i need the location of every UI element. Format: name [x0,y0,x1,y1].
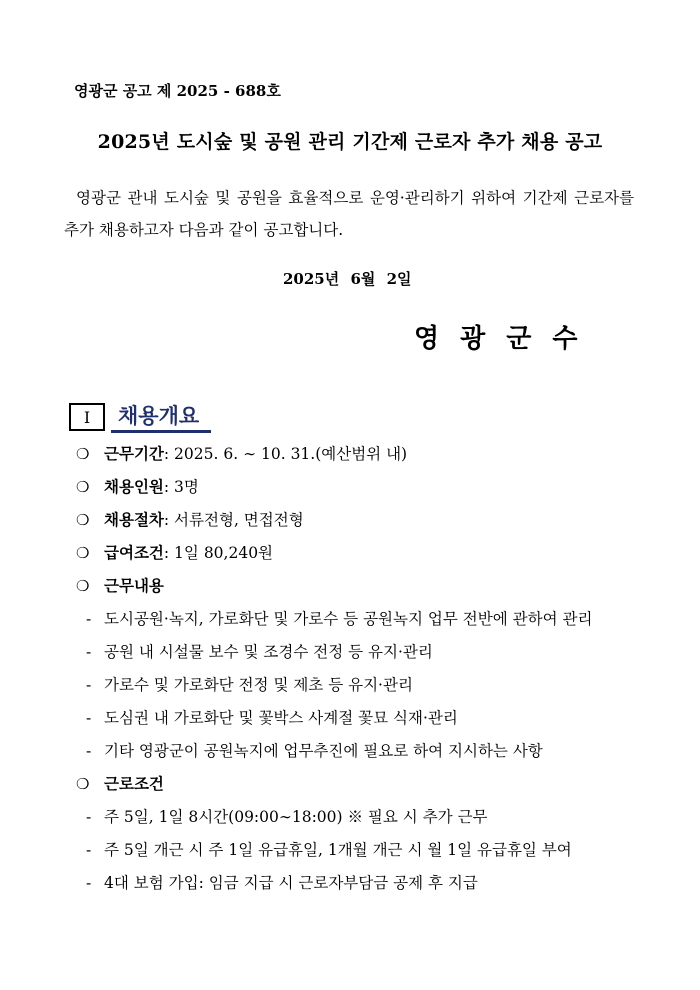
duty-text: 공원 내 시설물 보수 및 조경수 전정 등 유지·관리 [104,643,433,661]
dash-bullet: - [86,841,92,859]
item-label: 급여조건 [104,543,164,562]
document-title: 2025년 도시숲 및 공원 관리 기간제 근로자 추가 채용 공고 [97,131,603,153]
circle-bullet-icon: ❍ [76,775,90,793]
issuer-name: 영광군수 [414,324,599,354]
item-label: 근무기간 [104,444,164,463]
circle-bullet-icon: ❍ [76,511,90,529]
duty-text: 기타 영광군이 공원녹지에 업무추진에 필요로 하여 지시하는 사항 [104,742,543,760]
condition-line [86,805,488,827]
item-value: : 2025. 6. ∼ 10. 31.(예산범위 내) [163,445,408,463]
item-work-period [76,442,407,464]
condition-text: 주 5일, 1일 8시간(09:00∼18:00) ※ 필요 시 추가 근무 [104,808,488,826]
duty-line [86,706,458,728]
duty-text: 도심권 내 가로화단 및 꽃박스 사계절 꽃묘 식재·관리 [104,709,458,727]
section-title: 채용개요 [118,404,200,428]
duty-text: 도시공원·녹지, 가로화단 및 가로수 등 공원녹지 업무 전반에 관하여 관리 [104,610,593,628]
item-label: 근무내용 [104,576,164,595]
condition-line [86,871,478,893]
duty-line [86,640,433,662]
circle-bullet-icon: ❍ [76,544,90,562]
dash-bullet: - [86,709,92,727]
duty-line [86,673,413,695]
item-duties [76,574,164,596]
duty-text: 가로수 및 가로화단 전정 및 제초 등 유지·관리 [104,676,413,694]
notice-number: 영광군 공고 제 2025 - 688호 [74,82,281,100]
item-label: 채용인원 [104,477,164,496]
dash-bullet: - [86,610,92,628]
section-underline [111,430,211,433]
item-value: : 서류전형, 면접전형 [163,511,304,529]
condition-text: 4대 보험 가입: 임금 지급 시 근로자부담금 공제 후 지급 [104,874,478,892]
item-conditions [76,772,164,794]
item-value: : 1일 80,240원 [163,544,274,562]
item-procedure [76,508,304,530]
duty-line [86,607,592,629]
intro-text: 영광군 관내 도시숲 및 공원을 효율적으로 운영·관리하기 위하여 기간제 근로자를 추가 채용하고자 다음과 같이 공고합니다. [64,189,634,239]
condition-line [86,838,572,860]
dash-bullet: - [86,643,92,661]
item-salary [76,541,273,563]
dash-bullet: - [86,874,92,892]
item-label: 근로조건 [104,774,164,793]
intro-paragraph [64,182,634,246]
dash-bullet: - [86,676,92,694]
dash-bullet: - [86,742,92,760]
circle-bullet-icon: ❍ [76,478,90,496]
dash-bullet: - [86,808,92,826]
circle-bullet-icon: ❍ [76,577,90,595]
issue-date: 2025년 6월 2일 [283,270,412,288]
item-label: 채용절차 [104,510,164,529]
item-value: : 3명 [163,478,199,496]
section-number-box: I [69,403,105,431]
circle-bullet-icon: ❍ [76,445,90,463]
condition-text: 주 5일 개근 시 주 1일 유급휴일, 1개월 개근 시 월 1일 유급휴일 부여 [104,841,572,859]
item-headcount [76,475,199,497]
duty-line [86,739,543,761]
